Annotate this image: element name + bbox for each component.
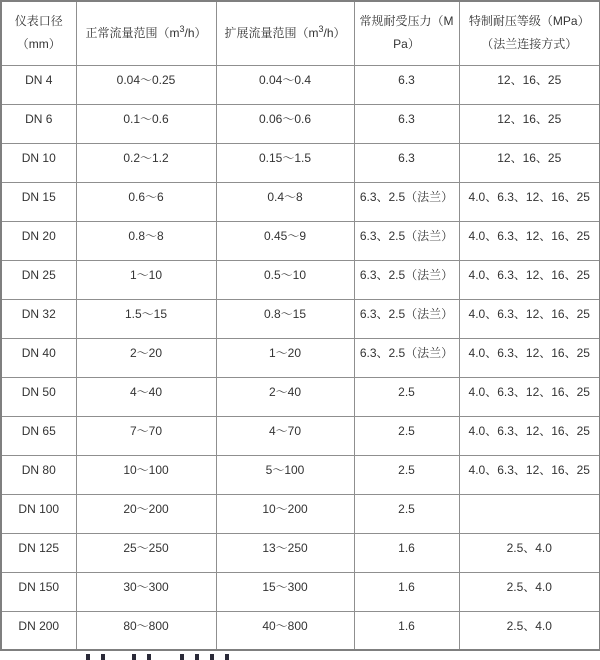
cell-nominal-pressure: 6.3、2.5（法兰） [354,338,459,377]
cell-nominal-pressure: 2.5 [354,416,459,455]
col-header-diameter-label: 仪表口径（mm） [14,14,63,52]
table-body [1,65,600,650]
glyph-fragment [101,654,105,660]
cell-special-pressure: 4.0、6.3、12、16、25 [459,377,600,416]
cell-normal-flow: 1.5～15 [76,299,216,338]
cell-special-pressure: 12、16、25 [459,104,600,143]
cell-normal-flow: 20～200 [76,494,216,533]
cell-nominal-pressure: 1.6 [354,533,459,572]
cell-diameter: DN 125 [1,533,76,572]
table-row [1,299,600,338]
cell-diameter: DN 100 [1,494,76,533]
cell-diameter: DN 32 [1,299,76,338]
cell-special-pressure: 4.0、6.3、12、16、25 [459,299,600,338]
cell-normal-flow: 4～40 [76,377,216,416]
table-row [1,221,600,260]
cell-special-pressure: 2.5、4.0 [459,572,600,611]
cell-extended-flow: 0.5～10 [216,260,354,299]
col-header-normal-flow-range: 正常流量范围$(m^3/h)$ [76,1,216,65]
cell-normal-flow: 10～100 [76,455,216,494]
cell-extended-flow: 1～20 [216,338,354,377]
cell-special-pressure: 2.5、4.0 [459,611,600,650]
cell-special-pressure: 4.0、6.3、12、16、25 [459,221,600,260]
cell-special-pressure [459,494,600,533]
table-row [1,611,600,650]
table-row [1,494,600,533]
cell-diameter: DN 4 [1,65,76,104]
cell-diameter: DN 6 [1,104,76,143]
cell-nominal-pressure: 6.3、2.5（法兰） [354,260,459,299]
cell-nominal-pressure: 6.3、2.5（法兰） [354,299,459,338]
cell-normal-flow: 80～800 [76,611,216,650]
col-header-extended-flow-range: 扩展流量范围$(m^3/h)$ [216,1,354,65]
cell-extended-flow: 0.45～9 [216,221,354,260]
cell-extended-flow: 40～800 [216,611,354,650]
superscript: 3 [179,23,185,34]
glyph-fragment [132,654,136,660]
cell-extended-flow: 0.4～8 [216,182,354,221]
table-row [1,377,600,416]
cell-extended-flow: 0.04～0.4 [216,65,354,104]
glyph-fragment [86,654,90,660]
cell-diameter: DN 50 [1,377,76,416]
table-row [1,260,600,299]
cell-special-pressure: 12、16、25 [459,65,600,104]
cut-off-text-fragments [0,653,600,660]
cell-normal-flow: 7～70 [76,416,216,455]
cell-nominal-pressure: 6.3 [354,143,459,182]
cell-special-pressure: 4.0、6.3、12、16、25 [459,338,600,377]
cell-extended-flow: 15～300 [216,572,354,611]
cell-nominal-pressure: 2.5 [354,494,459,533]
cell-diameter: DN 200 [1,611,76,650]
cell-extended-flow: 5～100 [216,455,354,494]
cell-diameter: DN 10 [1,143,76,182]
table-row [1,416,600,455]
table-row [1,143,600,182]
col-header-nominal-pressure [354,1,459,65]
cell-normal-flow: 25～250 [76,533,216,572]
cell-diameter: DN 40 [1,338,76,377]
col-header-nominal-pressure-label: 常规耐受压力（MPa） [359,14,454,52]
cell-normal-flow: 0.04～0.25 [76,65,216,104]
glyph-fragment [195,654,199,660]
cell-extended-flow: 0.8～15 [216,299,354,338]
cell-normal-flow: 0.8～8 [76,221,216,260]
cell-special-pressure: 4.0、6.3、12、16、25 [459,182,600,221]
cell-extended-flow: 2～40 [216,377,354,416]
cell-nominal-pressure: 1.6 [354,611,459,650]
glyph-fragment [180,654,184,660]
cell-extended-flow: 4～70 [216,416,354,455]
table-row [1,182,600,221]
table-row [1,533,600,572]
cell-nominal-pressure: 2.5 [354,377,459,416]
cell-normal-flow: 0.6～6 [76,182,216,221]
table-row [1,65,600,104]
table-row [1,572,600,611]
cell-extended-flow: 0.06～0.6 [216,104,354,143]
cell-normal-flow: 1～10 [76,260,216,299]
cell-diameter: DN 150 [1,572,76,611]
cell-special-pressure: 4.0、6.3、12、16、25 [459,260,600,299]
col-header-special-pressure-label: 特制耐压等级（MPa）（法兰连接方式） [468,14,590,52]
cell-diameter: DN 65 [1,416,76,455]
col-header-diameter [1,1,76,65]
glyph-fragment [147,654,151,660]
cell-diameter: DN 25 [1,260,76,299]
cell-extended-flow: 10～200 [216,494,354,533]
col-header-special-pressure-rating [459,1,600,65]
cell-nominal-pressure: 6.3、2.5（法兰） [354,221,459,260]
glyph-fragment [225,654,229,660]
cell-nominal-pressure: 6.3、2.5（法兰） [354,182,459,221]
table-row [1,338,600,377]
table-row [1,455,600,494]
glyph-fragment [210,654,214,660]
cell-extended-flow: 13～250 [216,533,354,572]
cell-extended-flow: 0.15～1.5 [216,143,354,182]
col-header-extended-flow-label: 扩展流量范围（m [224,25,319,40]
cell-diameter: DN 15 [1,182,76,221]
cell-special-pressure: 4.0、6.3、12、16、25 [459,416,600,455]
cell-normal-flow: 0.1～0.6 [76,104,216,143]
superscript: 3 [318,23,324,34]
cell-special-pressure: 2.5、4.0 [459,533,600,572]
cell-diameter: DN 80 [1,455,76,494]
cell-diameter: DN 20 [1,221,76,260]
cell-normal-flow: 2～20 [76,338,216,377]
cell-normal-flow: 30～300 [76,572,216,611]
cell-normal-flow: 0.2～1.2 [76,143,216,182]
cell-nominal-pressure: 1.6 [354,572,459,611]
cell-special-pressure: 4.0、6.3、12、16、25 [459,455,600,494]
table-row [1,104,600,143]
cell-nominal-pressure: 6.3 [354,104,459,143]
cell-nominal-pressure: 2.5 [354,455,459,494]
header-row [1,1,600,65]
cell-nominal-pressure: 6.3 [354,65,459,104]
cell-special-pressure: 12、16、25 [459,143,600,182]
col-header-normal-flow-label: 正常流量范围（m [85,25,180,40]
